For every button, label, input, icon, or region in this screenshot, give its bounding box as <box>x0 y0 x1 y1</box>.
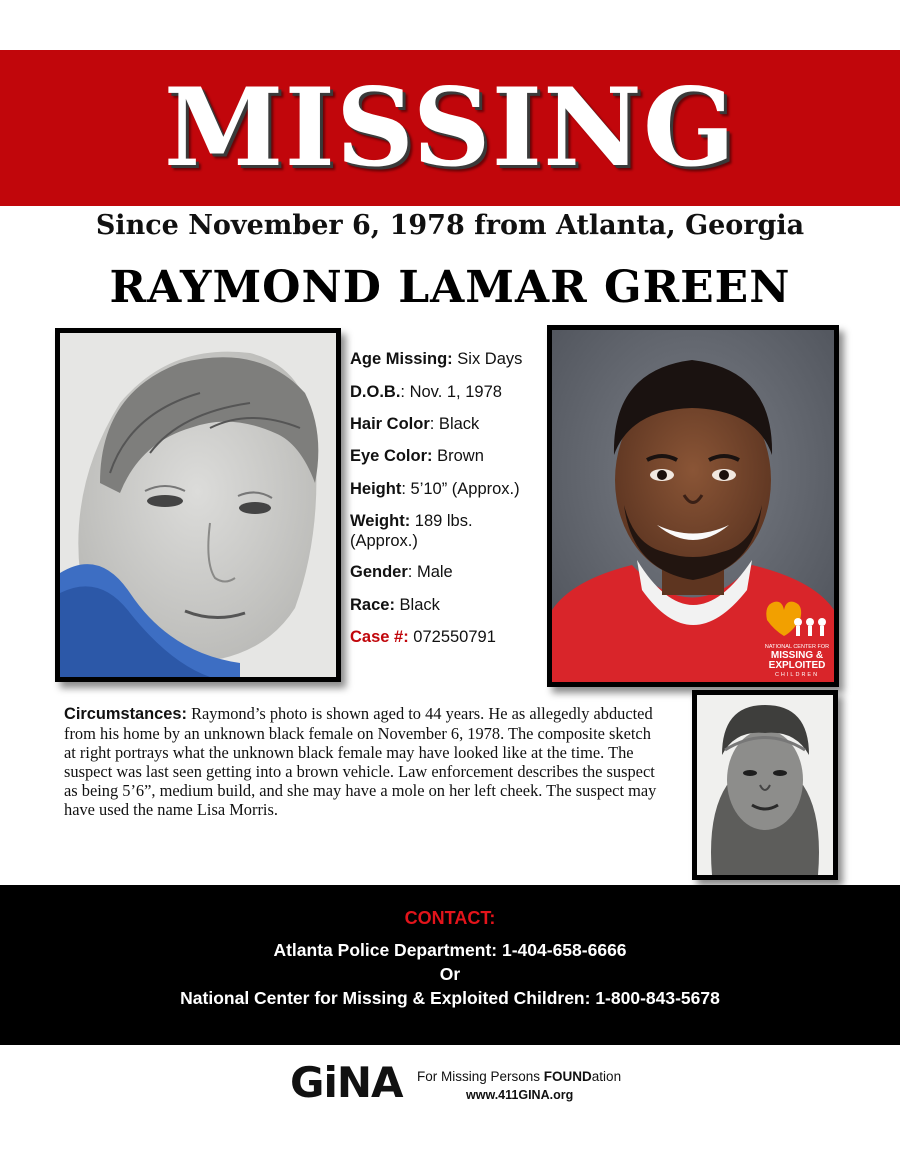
detail-race: Race: Black <box>350 596 440 614</box>
missing-person-name: RAYMOND LAMAR GREEN <box>109 262 791 313</box>
contact-atlanta-police: Atlanta Police Department: 1-404-658-6666 <box>273 940 627 960</box>
missing-since-line: Since November 6, 1978 from Atlanta, Georgia <box>95 210 805 241</box>
detail-case-number: Case #: 072550791 <box>350 628 496 646</box>
gina-logo: GiNA <box>290 1058 403 1107</box>
suspect-sketch-icon <box>697 695 833 875</box>
contact-heading: CONTACT: <box>404 908 496 928</box>
detail-hair-color: Hair Color: Black <box>350 415 480 433</box>
circumstances-paragraph <box>64 704 664 819</box>
detail-eye-color: Eye Color: Brown <box>350 447 484 465</box>
circumstances-text: Raymond’s photo is shown aged to 44 years. He as allegedly abducted from his home by an unknown black female on November 6, 1978. The composite sketch at right portrays what the unknown black female may have looked like at the time. The suspect was last seen getting into a brown vehicle. Law enforcement describes the suspect as being 5’6”, medium build, and she may have a mole on her left cheek. The suspect may have used the name Lisa Morris. <box>64 704 657 819</box>
detail-weight: Weight: 189 lbs. <box>350 512 473 530</box>
circumstances-label: Circumstances: <box>64 705 187 723</box>
detail-weight-approx: (Approx.) <box>350 532 418 550</box>
ncmec-logo-line3: EXPLOITED <box>768 660 826 671</box>
child-sketch-icon <box>60 333 336 677</box>
detail-age-missing: Age Missing: Six Days <box>350 350 523 368</box>
contact-section <box>0 885 900 1045</box>
contact-or: Or <box>439 964 461 984</box>
ncmec-logo-line2: MISSING & <box>770 650 824 661</box>
gina-footer <box>290 1058 690 1112</box>
child-sketch-photo <box>55 328 341 682</box>
age-progressed-photo-icon <box>552 330 834 682</box>
gina-tagline: For Missing Persons FOUNDation <box>417 1069 622 1084</box>
ncmec-logo-line4: CHILDREN <box>774 672 820 678</box>
detail-dob: D.O.B.: Nov. 1, 1978 <box>350 383 502 401</box>
age-progressed-photo <box>547 325 839 687</box>
detail-gender: Gender: Male <box>350 563 453 581</box>
detail-height: Height: 5’10” (Approx.) <box>350 480 520 498</box>
contact-ncmec: National Center for Missing & Exploited Children: 1-800-843-5678 <box>180 988 720 1008</box>
ncmec-logo-line1: NATIONAL CENTER FOR <box>764 644 830 650</box>
suspect-sketch-photo <box>692 690 838 880</box>
gina-url: www.411GINA.org <box>466 1088 574 1102</box>
banner-title: MISSING <box>163 65 737 191</box>
missing-banner <box>0 50 900 206</box>
